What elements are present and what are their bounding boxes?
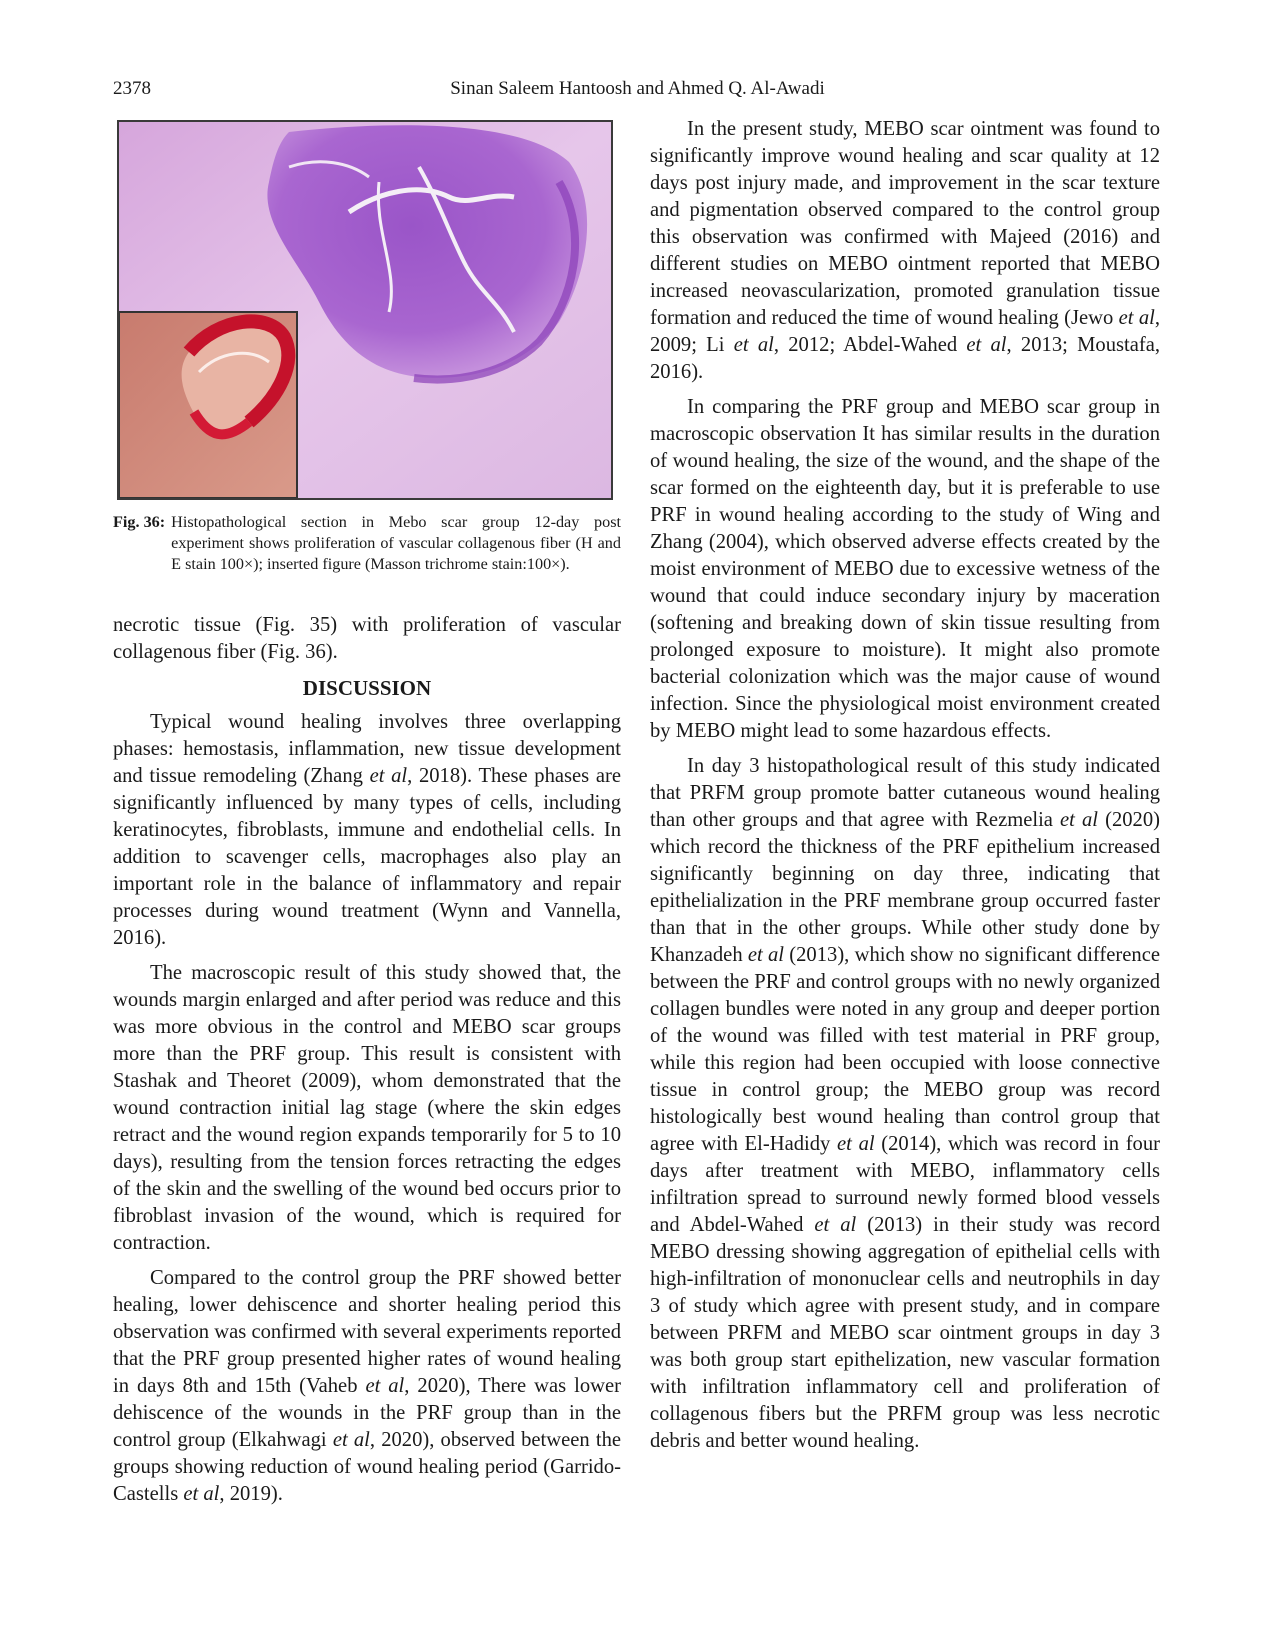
discussion-paragraph-2: The macroscopic result of this study showed that, the wounds margin enlarged and after period was reduce and this was more obvious in the control and MEBO scar groups more than the PRF group. This result is consistent with Stashak and Theoret (2009), whom demonstrated that the wound contraction initial lag stage (where the skin edges retract and the wound region expands temporarily for 5 to 10 days), resulting from the tension forces retracting the edges of the skin and the swelling of the wound bed occurs prior to fibroblast invasion of the wound, which is required for contraction.: [113, 962, 621, 1254]
page-header: [0, 78, 1275, 108]
left-column-discussion: [113, 709, 621, 1508]
left-column-continuation: [113, 612, 621, 666]
caption-label: Fig. 36:: [113, 513, 166, 531]
histology-figure: [117, 120, 613, 500]
right-paragraph-1: In the present study, MEBO scar ointment was found to significantly improve wound healing and scar quality at 12 days post injury made, and improvement in the scar texture and pigmentation observed compared to the control group this observation was confirmed with Majeed (2016) and different studies on MEBO ointment reported that MEBO increased neovascularization, promoted granulation tissue formation and reduced the time of wound healing (Jewo et al, 2009; Li et al, 2012; Abdel-Wahed et al, 2013; Moustafa, 2016).: [650, 118, 1161, 383]
discussion-paragraph-1: Typical wound healing involves three overlapping phases: hemostasis, inflammation, new tissue development and tissue remodeling (Zhang et al, 2018). These phases are significantly influenced by many types of cells, including keratinocytes, fibroblasts, immune and endothelial cells. In addition to scavenger cells, macrophages also play an important role in the balance of inflammatory and repair processes during wound treatment (Wynn and Vannella, 2016).: [113, 711, 622, 949]
discussion-paragraph-3: Compared to the control group the PRF showed better healing, lower dehiscence and shorter healing period this observation was confirmed with several experiments reported that the PRF group presented higher rates of wound healing in days 8th and 15th (Vaheb et al, 2020), There was lower dehiscence of the wounds in the PRF group than in the control group (Elkahwagi et al, 2020), observed between the groups showing reduction of wound healing period (Garrido-Castells et al, 2019).: [113, 1267, 622, 1505]
page-number: 2378: [113, 78, 151, 99]
running-head: Sinan Saleem Hantoosh and Ahmed Q. Al-Awadi: [450, 78, 825, 99]
section-title-discussion: DISCUSSION: [302, 676, 432, 700]
right-column: [650, 116, 1160, 1455]
figure-caption: [113, 512, 621, 575]
caption-text: Histopathological section in Mebo scar group 12-day post experiment shows proliferation of vascular collagenous fiber (H and E stain 100×); inserted figure (Masson trichrome stain:100×).: [171, 513, 621, 573]
right-paragraph-2: In comparing the PRF group and MEBO scar group in macroscopic observation It has similar results in the duration of wound healing, the size of the wound, and the shape of the scar formed on the eighteenth day, but it is preferable to use PRF in wound healing according to the study of Wing and Zhang (2004), which observed adverse effects created by the moist environment of MEBO due to excessive wetness of the wound that could induce secondary injury by maceration (softening and breaking down of skin tissue resulting from prolonged exposure to moisture). It might also promote bacterial colonization which was the major cause of wound infection. Since the physiological moist environment created by MEBO might lead to some hazardous effects.: [650, 396, 1160, 742]
continuation-paragraph: necrotic tissue (Fig. 35) with proliferation of vascular collagenous fiber (Fig. 36).: [113, 614, 621, 663]
histology-micrograph: [119, 122, 611, 498]
right-paragraph-3: In day 3 histopathological result of this study indicated that PRFM group promote batter cutaneous wound healing than other groups and that agree with Rezmelia et al (2020) which record the thickness of the PRF epithelium increased significantly beginning on day three, indicating that epithelialization in the PRF membrane group occurred faster than that in the other groups. While other study done by Khanzadeh et al (2013), which show no significant difference between the PRF and control groups with no newly organized collagen bundles were noted in any group and deeper portion of the wound was filled with test material in PRF group, while this region had been occupied with loose connective tissue in control group; the MEBO group was record histologically best wound healing than control group that agree with El-Hadidy et al (2014), which was record in four days after treatment with MEBO, inflammatory cells infiltration spread to surround newly formed blood vessels and Abdel-Wahed et al (2013) in their study was record MEBO dressing showing aggregation of epithelial cells with high-infiltration of mononuclear cells and neutrophils in day 3 of study which agree with present study, and in compare between PRFM and MEBO scar ointment groups in day 3 was both group start epithelization, new vascular formation with infiltration inflammatory cell and proliferation of collagenous fibers but the PRFM group was less necrotic debris and better wound healing.: [650, 755, 1161, 1452]
